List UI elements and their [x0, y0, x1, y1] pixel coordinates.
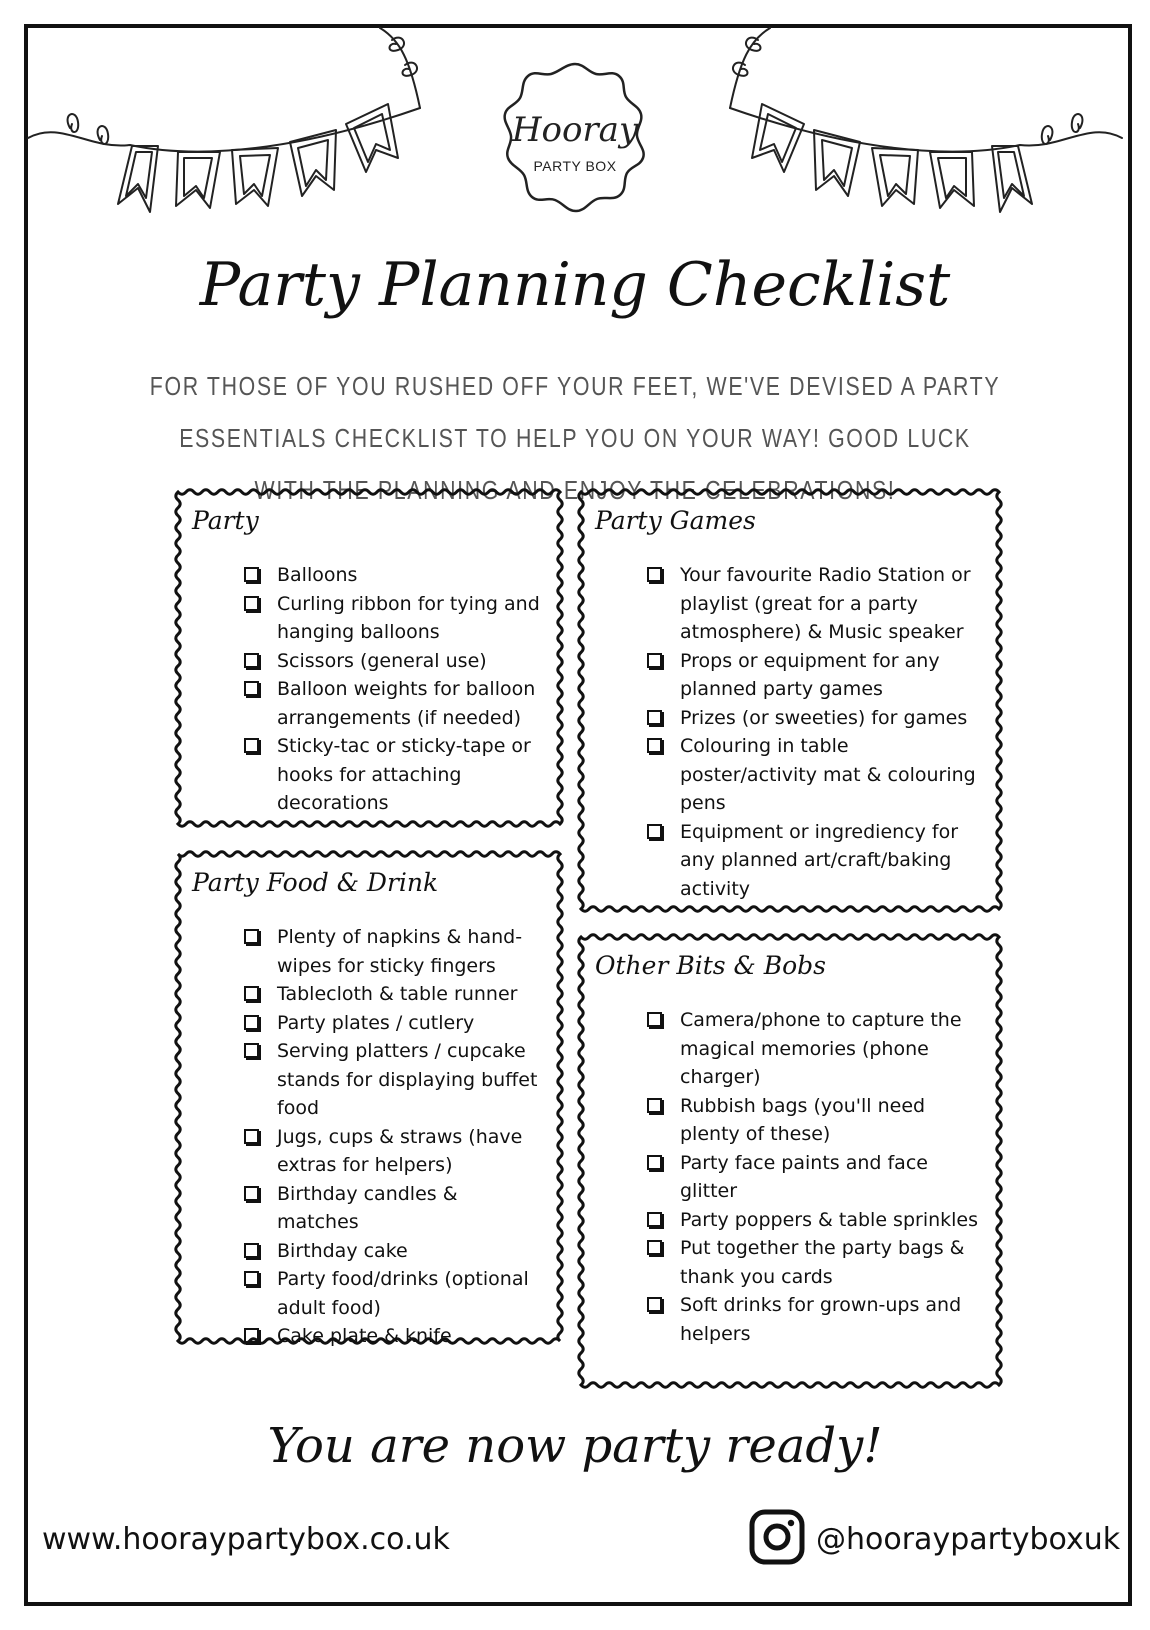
party-food-section-title: Party Food & Drink: [192, 868, 439, 897]
page-title: Party Planning Checklist: [199, 250, 951, 320]
checklist-item[interactable]: Curling ribbon for tying and hanging balloons: [242, 590, 544, 647]
checklist-item[interactable]: Birthday cake: [242, 1237, 544, 1266]
checklist-item[interactable]: Plenty of napkins & hand-wipes for sticky fingers: [242, 923, 544, 980]
checklist-item[interactable]: Equipment or ingrediency for any planned art/craft/baking activity: [645, 818, 983, 904]
checklist-item[interactable]: Tablecloth & table runner: [242, 980, 544, 1009]
checklist-item[interactable]: Sticky-tac or sticky-tape or hooks for attaching decorations: [242, 732, 544, 818]
instagram-handle[interactable]: @hooraypartyboxuk: [816, 1522, 1121, 1557]
checklist-item[interactable]: Props or equipment for any planned party games: [645, 647, 983, 704]
checklist-item[interactable]: Colouring in table poster/activity mat & colouring pens: [645, 732, 983, 818]
checklist-item[interactable]: Prizes (or sweeties) for games: [645, 704, 983, 733]
closing-text: You are now party ready!: [267, 1418, 883, 1474]
other-bits-section: [577, 933, 1003, 1389]
party-games-section: [577, 488, 1003, 913]
party-section: [174, 488, 564, 828]
party-games-checklist: [595, 561, 983, 903]
checklist-item[interactable]: Party face paints and face glitter: [645, 1149, 983, 1206]
checklist-item[interactable]: Soft drinks for grown-ups and helpers: [645, 1291, 983, 1348]
brand-logo: [492, 58, 658, 224]
checklist-item[interactable]: Party poppers & table sprinkles: [645, 1206, 983, 1235]
checklist-item[interactable]: Scissors (general use): [242, 647, 544, 676]
checklist-item[interactable]: Camera/phone to capture the magical memories (phone charger): [645, 1006, 983, 1092]
other-bits-section-title: Other Bits & Bobs: [595, 951, 826, 980]
other-bits-checklist: [595, 1006, 983, 1348]
checklist-item[interactable]: Your favourite Radio Station or playlist (great for a party atmosphere) & Music speaker: [645, 561, 983, 647]
checklist-item[interactable]: Balloon weights for balloon arrangements (if needed): [242, 675, 544, 732]
website-link[interactable]: www.hooraypartybox.co.uk: [42, 1522, 450, 1557]
checklist-item[interactable]: Balloons: [242, 561, 544, 590]
logo-sub-text: PARTY BOX: [533, 158, 617, 174]
checklist-item[interactable]: Party food/drinks (optional adult food): [242, 1265, 544, 1322]
party-food-checklist: [192, 923, 544, 1351]
party-section-title: Party: [192, 506, 259, 535]
checklist-item[interactable]: Rubbish bags (you'll need plenty of these): [645, 1092, 983, 1149]
intro-text: FOR THOSE OF YOU RUSHED OFF YOUR FEET, WE'VE DEVISED A PARTY ESSENTIALS CHECKLIST TO HELP YOU ON YOUR WAY! GOOD LUCK WITH THE PLANNING AND ENJOY THE CELEBRATIONS!: [149, 371, 1001, 505]
checklist-item[interactable]: Birthday candles & matches: [242, 1180, 544, 1237]
party-food-section: [174, 850, 564, 1345]
party-games-section-title: Party Games: [595, 506, 756, 535]
checklist-item[interactable]: Serving platters / cupcake stands for displaying buffet food: [242, 1037, 544, 1123]
checklist-item[interactable]: Party plates / cutlery: [242, 1009, 544, 1038]
checklist-item[interactable]: Put together the party bags & thank you cards: [645, 1234, 983, 1291]
party-checklist: [192, 561, 544, 818]
logo-script-text: Hooray: [511, 110, 639, 150]
checklist-item[interactable]: Jugs, cups & straws (have extras for helpers): [242, 1123, 544, 1180]
checklist-item[interactable]: Cake plate & knife: [242, 1322, 544, 1351]
instagram-icon[interactable]: [748, 1508, 806, 1566]
